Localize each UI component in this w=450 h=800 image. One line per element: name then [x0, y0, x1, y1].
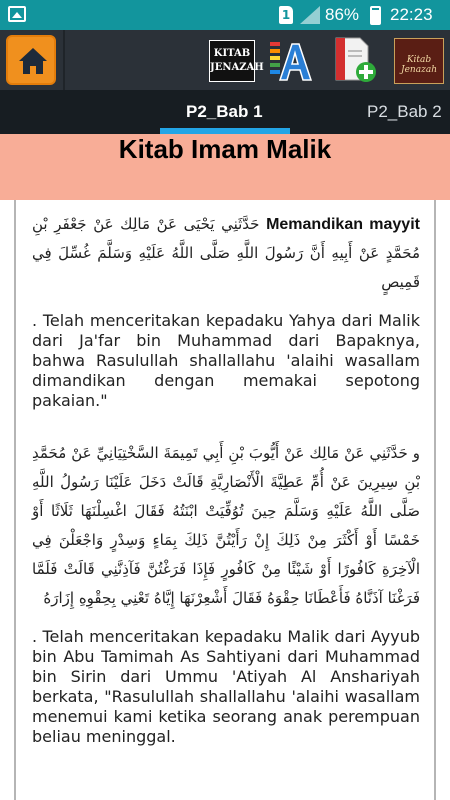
kitab-label: KITAB [213, 48, 251, 59]
book-cover-button[interactable] [394, 38, 444, 84]
add-book-button[interactable] [330, 36, 378, 84]
sim-slot-icon: 1 [279, 6, 293, 24]
status-bar [0, 0, 450, 30]
page-title: Kitab Imam Malik [118, 134, 332, 164]
hadith-1-title: Memandikan mayyit [266, 216, 420, 233]
kitab-jenazah-button[interactable] [209, 40, 264, 82]
battery-percent: 86% [325, 5, 360, 24]
gallery-icon [8, 6, 26, 22]
hadith-1-translation: . Telah menceritakan kepadaku Yahya dari Malik dari Ja'far bin Muhammad dari Bapaknya, bahwa Rasulullah shallallahu 'alaihi wasallam dimandikan dengan memakai sepotong pakaian." [32, 311, 420, 410]
toolbar-divider [63, 30, 65, 90]
signal-icon [300, 6, 320, 24]
hadith-1-arabic [32, 210, 420, 297]
hadith-2-translation: . Telah menceritakan kepadaku Malik dari Ayyub bin Abu Tamimah As Sahtiyani dari Muhammad bin Sirin dari Ummu 'Atiyah Al Anshariyah berkata, "Rasulullah shallallahu 'alaihi wasallam menemui kami ketika seorang anak perempuan beliau meninggal. [32, 627, 420, 746]
home-icon [17, 46, 49, 76]
home-button[interactable] [6, 35, 56, 85]
battery-icon [370, 6, 381, 25]
page-header [0, 134, 450, 200]
tab-p2-bab-2[interactable]: P2_Bab 2 [367, 102, 442, 121]
font-size-icon [266, 38, 316, 82]
hadith-2-arabic: و حَدَّثَنِي عَنْ مَالِك عَنْ أَيُّوبَ بْنِ أَبِي تَمِيمَةَ السَّخْتِيَانِيِّ عَنْ مُحَمَّدِ بْنِ سِيرِينَ عَنْ أُمِّ عَطِيَّةَ الْأَنْصَارِيَّةِ قَالَتْ دَخَلَ عَلَيْنَا رَسُولُ اللَّهِ صَلَّى اللَّهُ عَلَيْهِ وَسَلَّمَ حِينَ تُوُفِّيَتْ ابْنَتُهُ فَقَالَ اغْسِلْنَهَا ثَلَاثًا أَوْ خَمْسًا أَوْ أَكْثَرَ مِنْ ذَلِكَ إِنْ رَأَيْتُنَّ ذَلِكَ بِمَاءٍ وَسِدْرٍ وَاجْعَلْنَ فِي الْآخِرَةِ كَافُورًا أَوْ شَيْئًا مِنْ كَافُورٍ فَإِذَا فَرَغْتُنَّ فَآذِنَّنِي قَالَتْ فَلَمَّا فَرَغْنَا آذَنَّاهُ فَأَعْطَانَا حِقْوَهُ فَقَالَ أَشْعِرْنَهَا إِيَّاهُ تَعْنِي بِحِقْوِهِ إِزَارَهُ [32, 444, 420, 607]
font-size-button[interactable] [266, 38, 316, 82]
spacer [32, 411, 420, 439]
cover-label: Kitab Jenazah [401, 55, 437, 75]
content-pane[interactable] [14, 200, 436, 800]
add-book-icon [330, 36, 378, 84]
jenazah-label: JENAZAH [210, 62, 264, 73]
tab-p2-bab-1[interactable]: P2_Bab 1 [186, 102, 263, 121]
hadith-1-arabic-text: حَدَّثَنِي يَحْيَى عَنْ مَالِك عَنْ جَعْفَرِ بْنِ مُحَمَّدٍ عَنْ أَبِيهِ أَنَّ رَسُولَ اللَّهِ صَلَّى اللَّهُ عَلَيْهِ وَسَلَّمَ غُسِّلَ فِي قَمِيصٍ [32, 215, 420, 291]
toolbar [0, 30, 450, 90]
clock: 22:23 [390, 5, 433, 24]
